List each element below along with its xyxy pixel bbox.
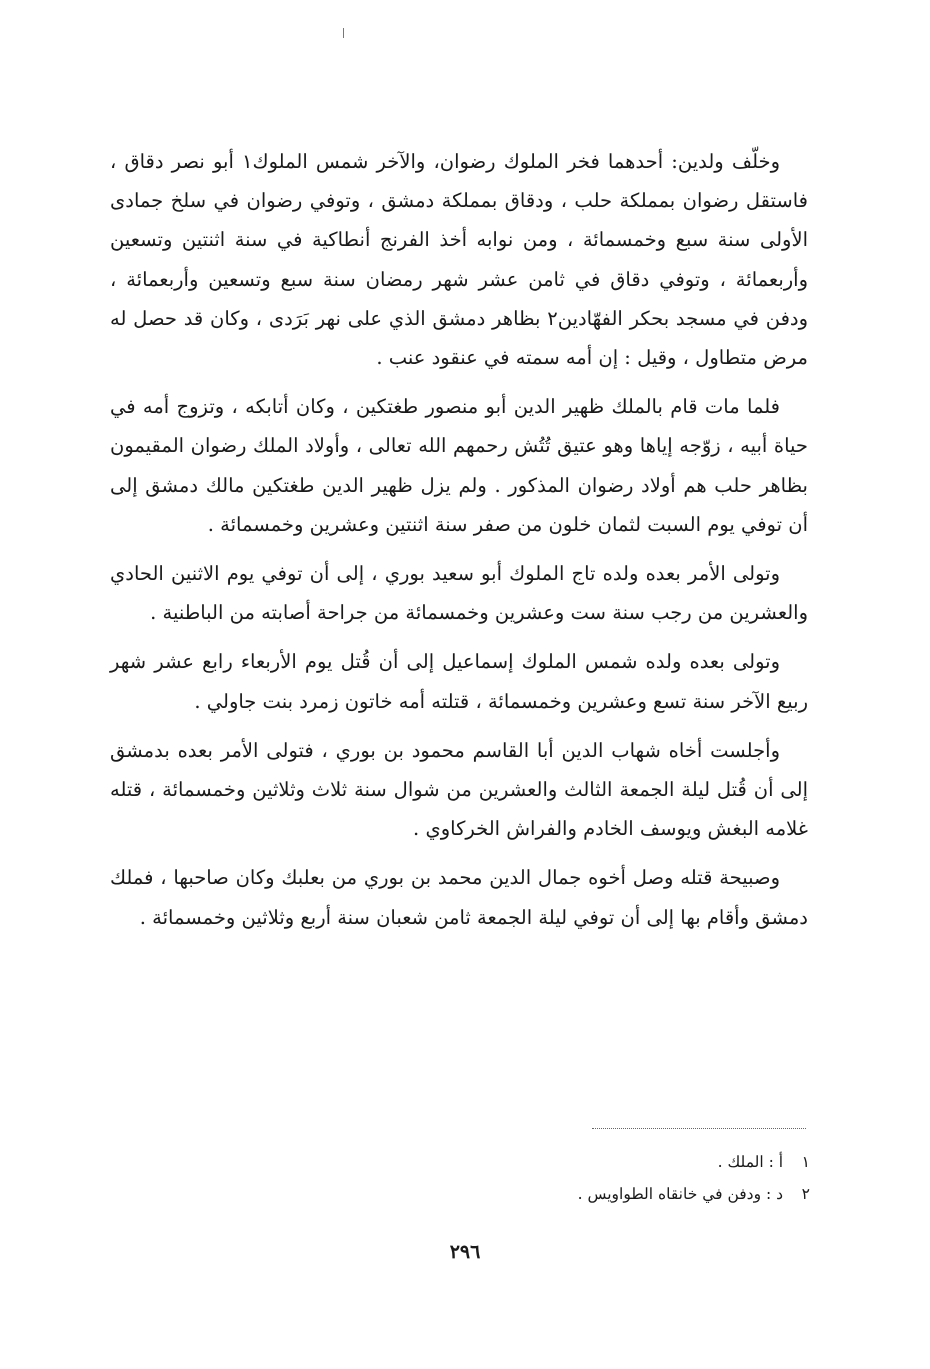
paragraph-4: وتولى بعده ولده شمس الملوك إسماعيل إلى أن قُتل يوم الأربعاء رابع عشر شهر ربيع الآخر سنة تسع وعشرين وخمسمائة ، قتلته أمه خاتون زمرد بنت جاولي . (110, 650, 808, 713)
paragraph-2: فلما مات قام بالملك ظهير الدين أبو منصور طغتكين ، وكان أتابكه ، وتزوج أمه في حياة أبيه ، زوّجه إياها وهو عتيق تُتُش رحمهم الله تعالى ، وأولاد الملك رضوان المقيمون بظاهر حلب هم أولاد رضوان المذكور . ولم يزل ظهير الدين طغتكين مالك دمشق إلى أن توفي يوم السبت لثمان خلون من صفر سنة اثنتين وعشرين وخمسمائة . (110, 395, 808, 536)
footnote-number: ١ (801, 1153, 810, 1171)
paragraph-6: وصبيحة قتله وصل أخوه جمال الدين محمد بن بوري من بعلبك وكان صاحبها ، فملك دمشق وأقام بها إلى أن توفي ليلة الجمعة ثامن شعبان سنة أربع وثلاثين وخمسمائة . (110, 866, 808, 929)
footnote-divider (592, 1128, 806, 1129)
footnote-number: ٢ (801, 1185, 810, 1203)
scan-mark (343, 28, 344, 38)
paragraph-1: وخلّف ولدين: أحدهما فخر الملوك رضوان، والآخر شمس الملوك١ أبو نصر دقاق ، فاستقل رضوان بمملكة حلب ، ودقاق بمملكة دمشق ، وتوفي رضوان في سلخ جمادى الأولى سنة سبع وخمسمائة ، ومن نوابه أخذ الفرنج أنطاكية في سنة اثنتين وتسعين وأربعمائة ، وتوفي دقاق في ثامن عشر شهر رمضان سنة سبع وتسعين وأربعمائة ، ودفن في مسجد بحكر الفهّادين٢ بظاهر دمشق الذي على نهر بَرَدى ، وكان قد حصل له مرض متطاول ، وقيل : إن أمه سمته في عنقود عنب . (110, 150, 808, 370)
page-number: ٢٩٦ (449, 1241, 481, 1263)
footnote-text: أ : الملك . (717, 1153, 784, 1171)
footnote-1 (400, 1146, 810, 1178)
paragraph-3: وتولى الأمر بعده ولده تاج الملوك أبو سعيد بوري ، إلى أن توفي يوم الاثنين الحادي والعشرين من رجب سنة ست وعشرين وخمسمائة من جراحة أصابته من الباطنية . (110, 562, 808, 625)
footnotes (400, 1146, 810, 1210)
main-text (110, 142, 808, 947)
footnote-text: د : ودفن في خانقاه الطواويس . (577, 1185, 784, 1203)
footnote-2 (400, 1178, 810, 1210)
paragraph-5: وأجلست أخاه شهاب الدين أبا القاسم محمود بن بوري ، فتولى الأمر بعده بدمشق إلى أن قُتل ليلة الجمعة الثالث والعشرين من شوال سنة ثلاث وثلاثين وخمسمائة ، قتله غلامه البغش ويوسف الخادم والفراش الخركاوي . (110, 738, 808, 841)
